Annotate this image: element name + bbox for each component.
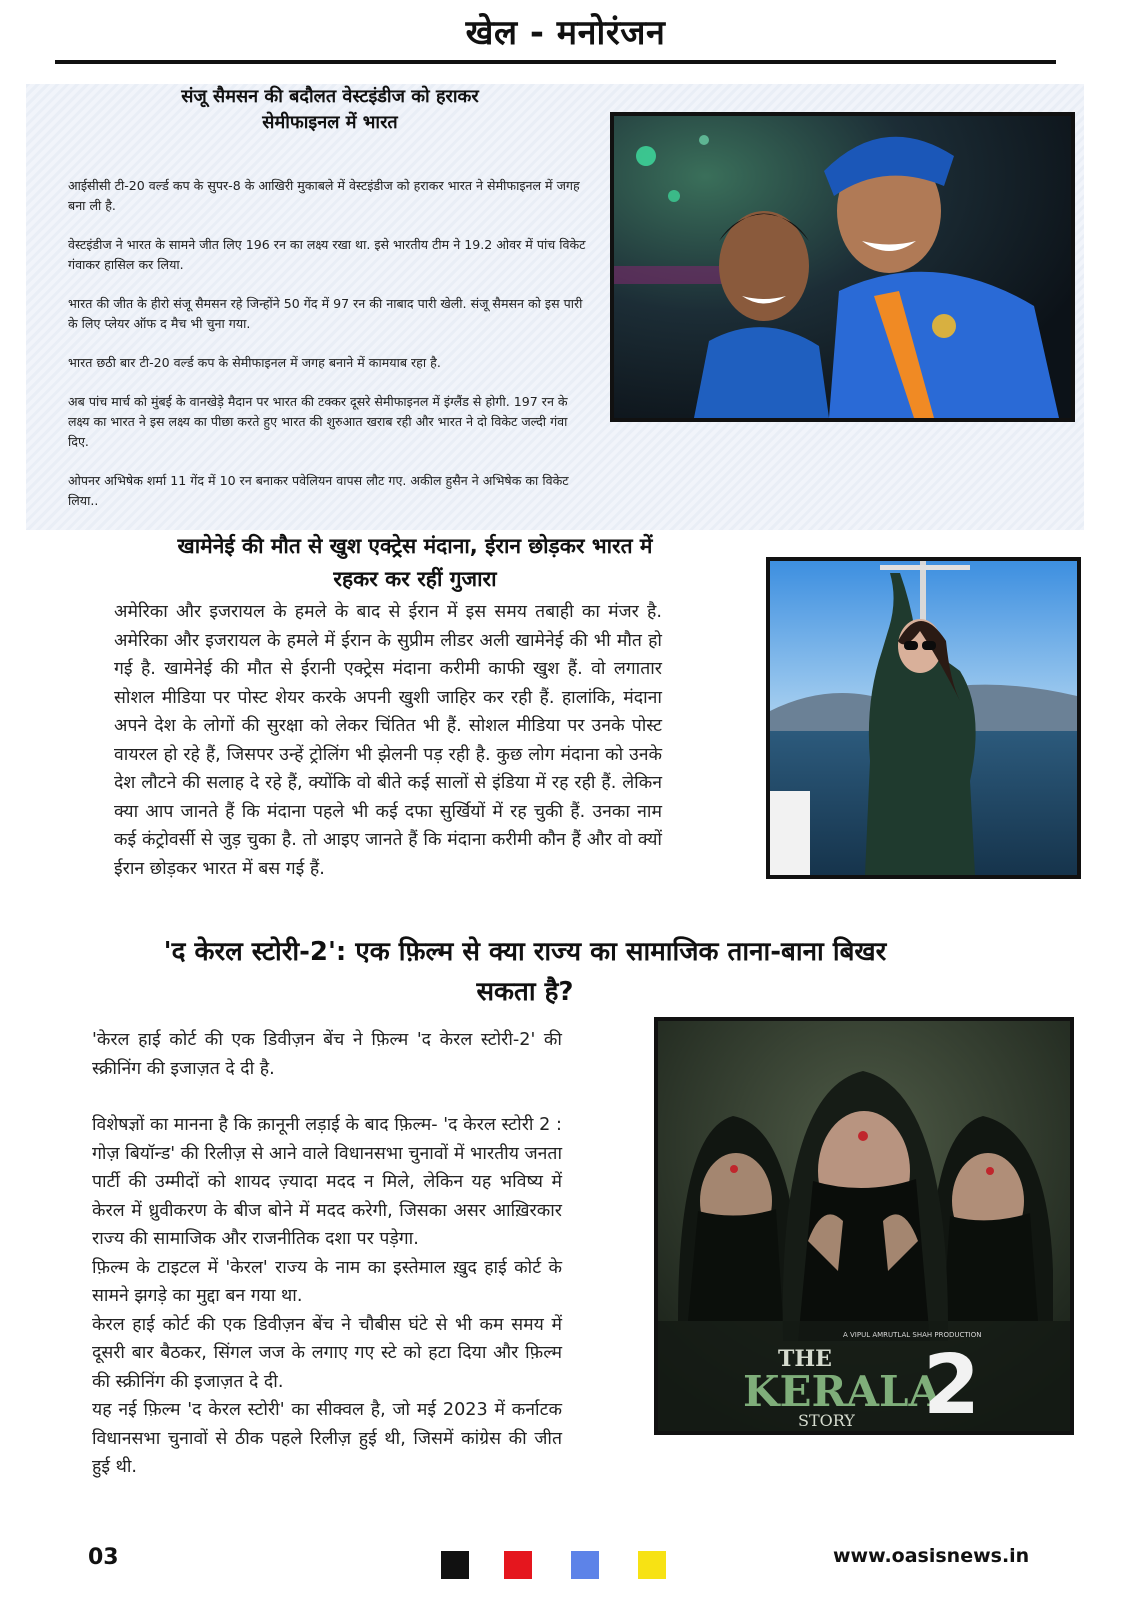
poster-story: STORY bbox=[798, 1411, 855, 1430]
article3-paragraph: विशेषज्ञों का मानना है कि क़ानूनी लड़ाई के बाद फ़िल्म- 'द केरल स्टोरी 2 : गोज़ बियॉन्ड' की रिलीज़ से आने वाले विधानसभा चुनावों में भारतीय जनता पार्टी की उम्मीदों को शायद ज़्यादा मदद न मिले, लेकिन यह भविष्य में केरल में ध्रुवीकरण के बीज बोने में मदद करेगी, जिसका असर आख़िरकार राज्य की सामाजिक और राजनीतिक दशा पर पड़ेगा. bbox=[92, 1115, 562, 1249]
article3-headline-line2: सकता है? bbox=[476, 977, 574, 1007]
poster-the: THE bbox=[778, 1346, 832, 1372]
article1-headline bbox=[90, 84, 570, 136]
article1-paragraph: भारत की जीत के हीरो संजू सैमसन रहे जिन्होंने 50 गेंद में 97 रन की नाबाद पारी खेली. संजू सैमसन को इस पारी के लिए प्लेयर ऑफ द मैच भी चुना गया. bbox=[68, 296, 583, 331]
article3-headline-line1: 'द केरल स्टोरी-2': एक फ़िल्म से क्या राज्य का सामाजिक ताना-बाना बिखर bbox=[163, 937, 887, 967]
article1-paragraph: ओपनर अभिषेक शर्मा 11 गेंद में 10 रन बनाकर पवेलियन वापस लौट गए. अकील हुसैन ने अभिषेक का विकेट लिया.. bbox=[68, 473, 569, 508]
page-number: 03 bbox=[88, 1545, 119, 1570]
article1-headline-line2: सेमीफाइनल में भारत bbox=[262, 112, 398, 133]
article1-paragraph: आईसीसी टी-20 वर्ल्ड कप के सुपर-8 के आखिरी मुकाबले में वेस्टइंडीज को हराकर भारत ने सेमीफाइनल में जगह बना ली है. bbox=[68, 178, 580, 213]
article1-paragraph: अब पांच मार्च को मुंबई के वानखेड़े मैदान पर भारत की टक्कर दूसरे सेमीफाइनल में इंग्लैंड से होगी. 197 रन के लक्ष्य का भारत ने इस लक्ष्य का पीछा करते हुए भारत की शुरुआत खराब रही और भारत ने दो विकेट जल्दी गंवा दिए. bbox=[68, 394, 568, 449]
title-divider bbox=[55, 60, 1056, 64]
poster-credit: A VIPUL AMRUTLAL SHAH PRODUCTION bbox=[843, 1331, 982, 1339]
color-swatch-yellow bbox=[638, 1551, 666, 1579]
article2-headline bbox=[95, 530, 735, 596]
color-swatch-red bbox=[504, 1551, 532, 1579]
film-poster-image bbox=[658, 1021, 1070, 1431]
article2-headline-line1: खामेनेई की मौत से खुश एक्ट्रेस मंदाना, ईरान छोड़कर भारत में bbox=[177, 534, 653, 558]
article1-body bbox=[68, 176, 588, 530]
poster-number: 2 bbox=[923, 1338, 981, 1431]
cricket-players-image bbox=[614, 116, 1071, 418]
website-link[interactable]: www.oasisnews.in bbox=[833, 1545, 1030, 1567]
article3-paragraph: यह नई फ़िल्म 'द केरल स्टोरी' का सीक्वल है, जो मई 2023 में कर्नाटक विधानसभा चुनावों से ठीक पहले रिलीज़ हुई थी, जिसमें कांग्रेस की जीत हुई थी. bbox=[92, 1400, 562, 1477]
article2-headline-line2: रहकर कर रहीं गुजारा bbox=[333, 567, 497, 591]
color-swatch-black bbox=[441, 1551, 469, 1579]
article1-paragraph: भारत छठी बार टी-20 वर्ल्ड कप के सेमीफाइनल में जगह बनाने में कामयाब रहा है. bbox=[68, 355, 441, 370]
article1-headline-line1: संजू सैमसन की बदौलत वेस्टइंडीज को हराकर bbox=[181, 86, 479, 107]
article3-paragraph: केरल हाई कोर्ट की एक डिवीज़न बेंच ने चौबीस घंटे से भी कम समय में दूसरी बार बैठकर, सिंगल जज के लगाए गए स्टे को हटा दिया और फ़िल्म की स्क्रीनिंग की इजाज़त दे दी. bbox=[92, 1314, 562, 1392]
article2-body: अमेरिका और इजरायल के हमले के बाद से ईरान में इस समय तबाही का मंजर है. अमेरिका और इजरायल के हमले में ईरान के सुप्रीम लीडर अली खामेनेई की भी मौत हो गई है. खामेनेई की मौत से ईरानी एक्ट्रेस मंदाना करीमी काफी खुश हैं. वो लगातार सोशल मीडिया पर पोस्ट शेयर करके अपनी खुशी जाहिर कर रही हैं. हालांकि, मंदाना अपने देश के लोगों की सुरक्षा को लेकर चिंतित भी हैं. सोशल मीडिया पर उनके पोस्ट वायरल हो रहे हैं, जिसपर उन्हें ट्रोलिंग भी झेलनी पड़ रही है. कुछ लोग मंदाना को उनके देश लौटने की सलाह दे रहे हैं, क्योंकि वो बीते कई सालों से इंडिया में रह रही हैं. लेकिन क्या आप जानते हैं कि मंदाना पहले भी कई दफा सुर्खियों में रह चुकी हैं. उनका नाम कई कंट्रोवर्सी से जुड़ चुका है. तो आइए जानते हैं कि मंदाना करीमी कौन हैं और वो क्यों ईरान छोड़कर भारत में बस गई हैं. bbox=[114, 602, 662, 879]
film-poster bbox=[654, 1017, 1074, 1435]
article3-paragraph: फ़िल्म के टाइटल में 'केरल' राज्य के नाम का इस्तेमाल ख़ुद हाई कोर्ट के सामने झगड़े का मुद्दा बन गया था. bbox=[92, 1257, 562, 1306]
article3-headline bbox=[80, 932, 970, 1012]
section-title: खेल - मनोरंजन bbox=[465, 13, 666, 53]
color-swatch-blue bbox=[571, 1551, 599, 1579]
actress-image bbox=[770, 561, 1077, 875]
cricket-players-photo bbox=[610, 112, 1075, 422]
article3-body bbox=[92, 1026, 562, 1482]
actress-photo bbox=[766, 557, 1081, 879]
article3-paragraph: 'केरल हाई कोर्ट की एक डिवीज़न बेंच ने फ़िल्म 'द केरल स्टोरी-2' की स्क्रीनिंग की इजाज़त दे दी है. bbox=[92, 1030, 562, 1079]
poster-kerala: KERALA bbox=[743, 1367, 942, 1416]
article1-paragraph: वेस्टइंडीज ने भारत के सामने जीत लिए 196 रन का लक्ष्य रखा था. इसे भारतीय टीम ने 19.2 ओवर में पांच विकेट गंवाकर हासिल कर लिया. bbox=[68, 237, 586, 272]
